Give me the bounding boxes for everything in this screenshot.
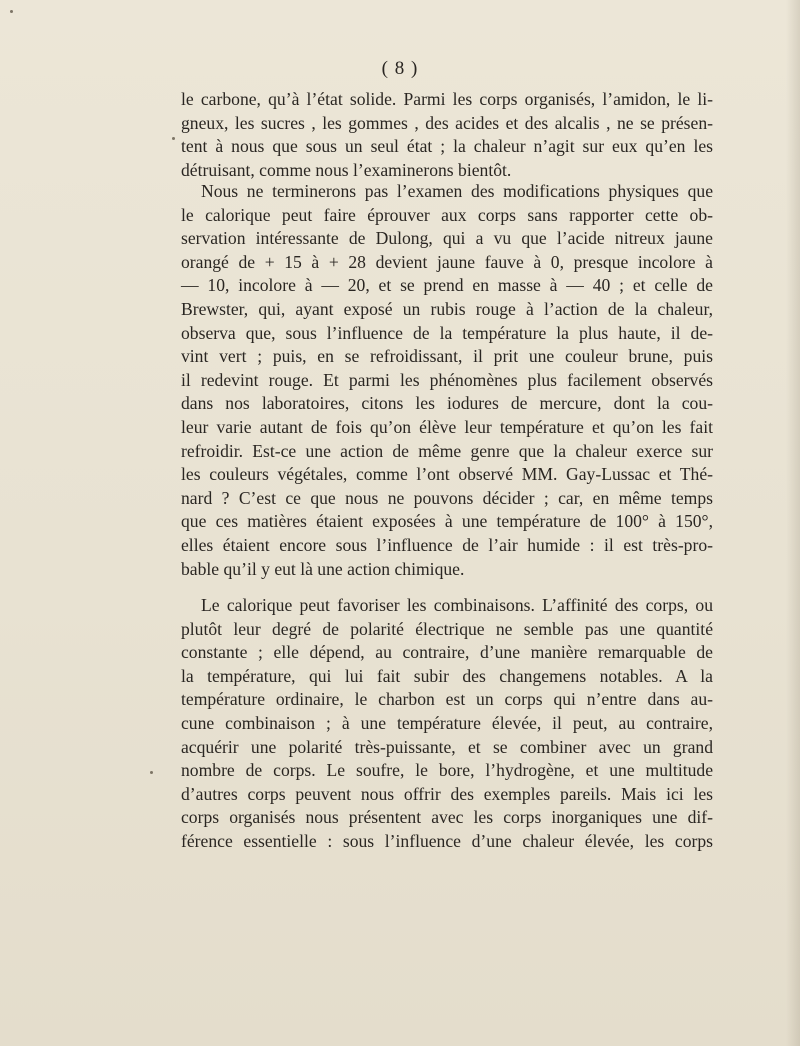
text-line: le carbone, qu’à l’état solide. Parmi les corps organisés, l’amidon, le li- [181,89,713,109]
text-line: gneux, les sucres , les gommes , des acides et des alcalis , ne se présen- [181,112,713,133]
text-line: les couleurs végétales, comme l’ont observé MM. Gay-Lussac et Thé- [181,464,713,485]
text-line: acquérir une polarité très-puissante, et se combiner avec un grand [181,736,713,757]
paper-speck [150,771,153,774]
paper-speck [10,10,13,13]
paragraph-1 [181,88,713,182]
text-line: servation intéressante de Dulong, qui a vu que l’acide nitreux jaune [181,228,713,249]
text-line: bable qu’il y eut là une action chimique. [181,558,465,579]
text-line: elles étaient encore sous l’influence de l’air humide : il est très-pro- [181,534,713,555]
text-line: nard ? C’est ce que nous ne pouvons décider ; car, en même temps [181,487,713,508]
text-line: Brewster, qui, ayant exposé un rubis rouge à l’action de la chaleur, [181,298,713,319]
text-line: Le calorique peut favoriser les combinaisons. L’affinité des corps, ou [201,595,713,615]
text-line: constante ; elle dépend, au contraire, d’une manière remarquable de [181,642,713,663]
text-line: dans nos laboratoires, citons les iodures de mercure, dont la cou- [181,393,713,414]
text-line: il redevint rouge. Et parmi les phénomènes plus facilement observés [181,369,713,390]
text-line: Nous ne terminerons pas l’examen des modifications physiques que [201,181,713,201]
paragraph-2 [181,180,713,581]
text-line: détruisant, comme nous l’examinerons bientôt. [181,159,512,180]
text-line: tent à nous que sous un seul état ; la chaleur n’agit sur eux qu’en les [181,136,713,157]
text-line: vint vert ; puis, en se refroidissant, il prit une couleur brune, puis [181,346,713,367]
text-line: observa que, sous l’influence de la température la plus haute, il de- [181,322,713,343]
text-line: leur varie autant de fois qu’on élève leur température et qu’on les fait [181,416,713,437]
text-line: d’autres corps peuvent nous offrir des exemples pareils. Mais ici les [181,783,713,804]
page-number: ( 8 ) [381,58,419,79]
text-line: la température, qui lui fait subir des changemens notables. A la [181,665,713,686]
text-line: — 10, incolore à — 20, et se prend en masse à — 40 ; et celle de [181,275,713,296]
text-line: nombre de corps. Le soufre, le bore, l’hydrogène, et une multitude [181,760,713,781]
paragraph-3 [181,594,713,854]
text-line: corps organisés nous présentent avec les corps inorganiques une dif- [181,807,713,828]
text-line: orangé de + 15 à + 28 devient jaune fauve à 0, presque incolore à [181,251,713,272]
paper-speck [172,137,175,140]
text-line: que ces matières étaient exposées à une température de 100° à 150°, [181,511,713,532]
text-line: férence essentielle : sous l’influence d’une chaleur élevée, les corps [181,830,713,851]
text-line: température ordinaire, le charbon est un corps qui n’entre dans au- [181,689,713,710]
text-line: cune combinaison ; à une température élevée, il peut, au contraire, [181,712,713,733]
text-line: refroidir. Est-ce une action de même genre que la chaleur exerce sur [181,440,713,461]
text-line: plutôt leur degré de polarité électrique ne semble pas une quantité [181,618,713,639]
text-line: le calorique peut faire éprouver aux corps sans rapporter cette ob- [181,204,713,225]
